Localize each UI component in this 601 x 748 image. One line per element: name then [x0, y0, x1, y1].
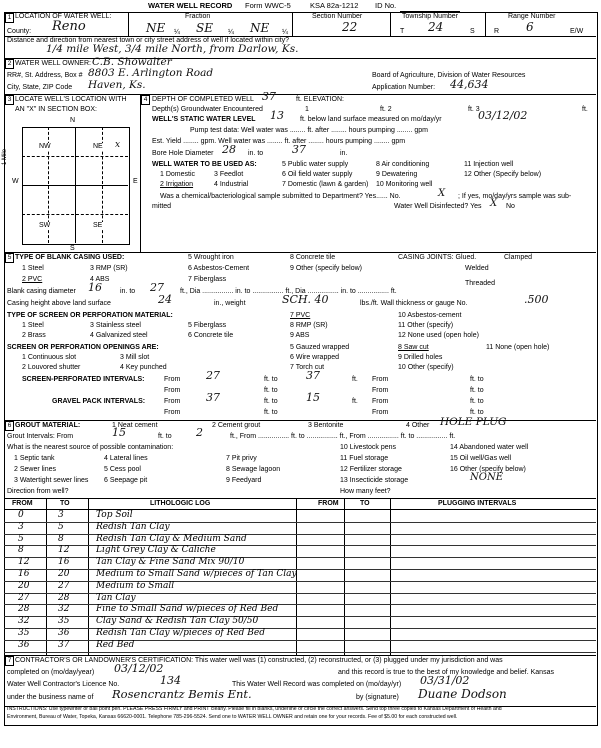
- screen-5[interactable]: 5 Fiberglass: [188, 322, 227, 329]
- clamped-label: Clamped: [504, 254, 533, 261]
- locate-subtitle: AN "X" IN SECTION BOX:: [15, 106, 97, 113]
- city-value[interactable]: Haven, Ks.: [88, 79, 146, 91]
- application-label: Application Number:: [372, 84, 436, 91]
- table-row: [0, 628, 600, 639]
- gravel-from4-label: From: [372, 409, 389, 416]
- divider: [4, 655, 596, 656]
- divider: [22, 214, 128, 215]
- township-label: Township Number: [402, 13, 459, 20]
- pump-test: Pump test data: Well water was ........ ft. after ........ hours pumping ........ gpm: [190, 127, 428, 134]
- use-4[interactable]: 4 Industrial: [214, 181, 249, 188]
- divider: [22, 156, 128, 157]
- quarter-3: ¼: [282, 29, 288, 36]
- section-number-label: Section Number: [312, 13, 363, 20]
- disinfected-label: Water Well Disinfected? Yes: [394, 203, 482, 210]
- log-to-header: TO: [60, 500, 70, 507]
- table-row: [0, 545, 600, 556]
- contam-14[interactable]: 14 Abandoned water well: [450, 444, 529, 451]
- perf-to3-label: ft. to: [264, 387, 278, 394]
- screen-9[interactable]: 9 ABS: [290, 332, 310, 339]
- township-value[interactable]: 24: [428, 20, 444, 34]
- id-number-label: ID No.: [375, 1, 397, 10]
- grout-to-value[interactable]: 2: [196, 426, 203, 439]
- opening-11[interactable]: 11 None (open hole): [486, 344, 550, 351]
- record-label: This Water Well Record was completed on (mo/day/yr): [232, 681, 402, 688]
- section-7-number: 7: [5, 656, 14, 666]
- section-6-number: 6: [5, 421, 14, 431]
- divider: [4, 420, 596, 421]
- log-from-cell[interactable]: 16: [18, 569, 30, 579]
- screen-7-selected[interactable]: 7 PVC: [290, 312, 311, 319]
- log-from-header: FROM: [12, 500, 33, 507]
- quarter-2: ¼: [228, 29, 234, 36]
- diameter-to-value[interactable]: 27: [150, 281, 164, 294]
- casing-label: TYPE OF BLANK CASING USED:: [15, 254, 125, 261]
- screen-4[interactable]: 4 Galvanized steel: [90, 332, 148, 339]
- log-description-cell[interactable]: Fine to Small Sand w/pieces of Red Bed: [96, 604, 279, 615]
- divider: [292, 12, 293, 36]
- instructions-line-2: Environment, Bureau of Water, Topeka, Kansas 66620-0001. Telephone 785-296-5524. Send one to WATER WELL OWNER and retain one for your records. Fee of $5.00 for each constructed well.: [7, 714, 458, 720]
- groundwater-label: Depth(s) Groundwater Encountered: [152, 106, 263, 113]
- form-title: WATER WELL RECORD: [148, 1, 233, 10]
- threaded-label: Threaded: [465, 280, 495, 287]
- casing-9[interactable]: 9 Other (specify below): [290, 265, 362, 272]
- log-description-cell[interactable]: Tan Clay: [96, 592, 136, 603]
- gravel-to-label: ft. to: [264, 398, 278, 405]
- perf-from-value[interactable]: 27: [206, 369, 220, 382]
- fraction-2[interactable]: SE: [196, 21, 213, 35]
- table-row: [0, 616, 600, 627]
- table-row: [0, 510, 600, 521]
- elevation-label: ft. ELEVATION:: [296, 96, 344, 103]
- diameter-label: Blank casing diameter: [7, 288, 76, 295]
- grout-label: GROUT MATERIAL:: [15, 422, 81, 429]
- perf-from4-label: From: [372, 387, 389, 394]
- contam-10[interactable]: 10 Livestock pens: [340, 444, 397, 451]
- static-date[interactable]: 03/12/02: [478, 109, 528, 122]
- log-from-cell[interactable]: 8: [18, 545, 24, 556]
- height-value[interactable]: 24: [158, 293, 172, 306]
- height-weight-label: in., weight: [214, 300, 246, 307]
- log-to-cell[interactable]: 32: [58, 604, 70, 615]
- perf-to4-label: ft. to: [470, 387, 484, 394]
- divider: [4, 498, 596, 499]
- owner-label: WATER WELL OWNER:: [15, 60, 91, 67]
- use-1[interactable]: 1 Domestic: [160, 171, 196, 178]
- static-value[interactable]: 13: [270, 109, 284, 122]
- gravel-from2-label: From: [372, 398, 389, 405]
- log-description-cell[interactable]: Medium to Small Sand w/pieces of Tan Clay: [96, 569, 297, 579]
- screen-10[interactable]: 10 Asbestos-cement: [398, 312, 462, 319]
- section-5-number: 5: [5, 253, 14, 263]
- business-value[interactable]: Rosencrantz Bemis Ent.: [112, 687, 252, 701]
- opening-8-selected[interactable]: 8 Saw cut: [398, 344, 429, 351]
- contam-11[interactable]: 11 Fuel storage: [340, 455, 389, 462]
- distance-label: Distance and direction from nearest town or city street address of well if located within city?: [7, 37, 290, 44]
- log-to-cell[interactable]: 12: [58, 545, 70, 556]
- compass-n: N: [70, 117, 76, 124]
- contam-5[interactable]: 5 Cess pool: [104, 466, 141, 473]
- static-rest: ft. below land surface measured on mo/day/yr: [300, 116, 442, 123]
- grout-1[interactable]: 1 Neat cement: [112, 422, 158, 429]
- grout-other-value[interactable]: HOLE PLUG: [440, 416, 507, 428]
- log-description-cell[interactable]: Clay Sand & Redish Tan Clay 50/50: [96, 616, 259, 627]
- chem-no-mark[interactable]: X: [438, 188, 446, 199]
- log-from-cell[interactable]: 12: [18, 557, 30, 568]
- casing-1[interactable]: 1 Steel: [22, 265, 44, 272]
- log-from-cell[interactable]: 36: [18, 639, 30, 650]
- disinfected-no: No: [506, 203, 515, 210]
- casing-5[interactable]: 5 Wrought iron: [188, 254, 234, 261]
- weight-value[interactable]: SCH. 40: [282, 293, 329, 306]
- screen-11[interactable]: 11 Other (specify): [398, 322, 454, 329]
- log-from-cell[interactable]: 35: [18, 628, 30, 638]
- grout-from-value[interactable]: 15: [112, 426, 126, 439]
- gravel-ft: ft.: [352, 398, 358, 405]
- log-to-cell[interactable]: 35: [58, 616, 70, 627]
- log-description-cell[interactable]: Red Bed: [96, 639, 135, 650]
- grout-3[interactable]: 3 Bentonite: [308, 422, 344, 429]
- gw-2-label: ft. 2: [380, 106, 392, 113]
- log-to-cell[interactable]: 28: [58, 592, 70, 603]
- township-dir: S: [470, 28, 475, 35]
- contam-9[interactable]: 9 Feedyard: [226, 477, 262, 484]
- opening-4[interactable]: 4 Key punched: [120, 364, 167, 371]
- casing-8[interactable]: 8 Concrete tile: [290, 254, 336, 261]
- diameter-rest: ft., Dia ................ in. to ................ ft., Dia ................ in. to ................ ft.: [180, 288, 397, 295]
- divider: [128, 12, 129, 36]
- perf-ft: ft.: [352, 376, 358, 383]
- bore-end: in.: [340, 150, 348, 157]
- gravel-from3-label: From: [164, 409, 181, 416]
- county-label: County:: [7, 28, 32, 35]
- section-2-number: 2: [5, 59, 14, 69]
- screen-1[interactable]: 1 Steel: [22, 322, 44, 329]
- gravel-from-value[interactable]: 37: [206, 391, 220, 404]
- contam-7[interactable]: 7 Pit privy: [226, 455, 257, 462]
- table-row: [0, 604, 600, 615]
- gravel-from-label: From: [164, 398, 181, 405]
- signature-value[interactable]: Duane Dodson: [418, 687, 507, 701]
- section-number-value[interactable]: 22: [342, 20, 358, 34]
- use-7[interactable]: 7 Domestic (lawn & garden): [282, 181, 369, 188]
- chem-rest: ; If yes, mo/day/yrs sample was sub-: [458, 193, 572, 200]
- license-label: Water Well Contractor's Licence No.: [7, 681, 120, 688]
- divider: [140, 94, 141, 252]
- joints-label: CASING JOINTS: Glued.: [398, 254, 477, 261]
- divider: [485, 12, 486, 36]
- table-row: [0, 522, 600, 533]
- township-t: T: [400, 28, 405, 35]
- perf-from-label: From: [164, 376, 181, 383]
- perf-to2-label: ft. to: [470, 376, 484, 383]
- form-number: Form WWC-5: [245, 1, 291, 10]
- use-2-selected[interactable]: 2 Irrigation: [160, 181, 194, 188]
- use-5[interactable]: 5 Public water supply: [282, 161, 349, 168]
- use-12[interactable]: 12 Other (Specify below): [464, 171, 542, 178]
- record-date-value[interactable]: 03/31/02: [420, 674, 470, 687]
- fraction-label: Fraction: [185, 13, 211, 20]
- contam-3[interactable]: 3 Watertight sewer lines: [14, 477, 89, 484]
- range-value[interactable]: 6: [526, 20, 534, 34]
- gw-1-label: 1: [305, 106, 309, 113]
- static-label: WELL'S STATIC WATER LEVEL: [152, 116, 256, 123]
- log-from-cell[interactable]: 3: [18, 521, 24, 532]
- log-from2-header: FROM: [318, 500, 339, 507]
- log-description-cell[interactable]: Tan Clay & Fine Sand Mix 90/10: [96, 557, 245, 568]
- certification-label: CONTRACTOR'S OR LANDOWNER'S CERTIFICATION: This water well was (1) constructed, (2) reconstructed, or (3) plugged under my jurisdiction and was: [15, 657, 503, 664]
- mitted-label: mitted: [152, 203, 172, 210]
- table-row: [0, 593, 600, 604]
- contam-15[interactable]: 15 Oil well/Gas well: [450, 455, 512, 462]
- screen-2[interactable]: 2 Brass: [22, 332, 46, 339]
- table-row: [0, 534, 600, 545]
- section-4-number: 4: [141, 95, 150, 105]
- gravel-to2-label: ft. to: [470, 398, 484, 405]
- range-r: R: [494, 28, 500, 35]
- use-8[interactable]: 8 Air conditioning: [376, 161, 430, 168]
- quadrant-se: SE: [93, 222, 103, 229]
- perforated-label: SCREEN-PERFORATED INTERVALS:: [22, 376, 145, 383]
- contam-1[interactable]: 1 Septic tank: [14, 455, 55, 462]
- table-row: [0, 557, 600, 568]
- diameter-value[interactable]: 16: [88, 281, 102, 294]
- direction-label: Direction from well?: [7, 488, 69, 495]
- table-row: [0, 569, 600, 580]
- divider: [4, 252, 596, 253]
- log-description-cell[interactable]: Redish Tan Clay & Medium Sand: [96, 533, 247, 544]
- gravel-to-value[interactable]: 15: [306, 391, 320, 404]
- opening-5[interactable]: 5 Gauzed wrapped: [290, 344, 350, 351]
- casing-3[interactable]: 3 RMP (SR): [90, 265, 128, 272]
- screen-label: TYPE OF SCREEN OR PERFORATION MATERIAL:: [7, 312, 173, 319]
- log-to-cell[interactable]: 16: [58, 557, 70, 568]
- location-mark[interactable]: x: [115, 140, 121, 150]
- distance-value[interactable]: 1/4 mile West, 3/4 mile North, from Darlow, Ks.: [46, 43, 299, 55]
- contam-16[interactable]: 16 Other (specify below): [450, 466, 526, 473]
- use-9[interactable]: 9 Dewatering: [376, 171, 418, 178]
- log-description-cell[interactable]: Top Soil: [96, 510, 133, 520]
- contam-12[interactable]: 12 Fertilizer storage: [340, 466, 402, 473]
- log-description-cell[interactable]: Redish Tan Clay w/pieces of Red Bed: [96, 628, 266, 638]
- quadrant-ne: NE: [93, 143, 103, 150]
- application-value[interactable]: 44,634: [450, 78, 489, 91]
- use-3[interactable]: 3 Feedlot: [214, 171, 244, 178]
- grout-rest: ft., From ................ ft. to ................ ft., From ................ ft. to ................ ft.: [230, 433, 456, 440]
- completed-value[interactable]: 03/12/02: [114, 662, 164, 675]
- opening-3[interactable]: 3 Mill slot: [120, 354, 150, 361]
- diameter-in-to: in. to: [120, 288, 136, 295]
- contam-4[interactable]: 4 Lateral lines: [104, 455, 148, 462]
- contam-2[interactable]: 2 Sewer lines: [14, 466, 57, 473]
- weight-rest: lbs./ft. Wall thickness or gauge No.: [360, 300, 468, 307]
- lithologic-header: LITHOLOGIC LOG: [150, 500, 211, 507]
- log-from-cell[interactable]: 27: [18, 592, 30, 603]
- log-to-cell[interactable]: 37: [58, 639, 70, 650]
- disinfected-mark[interactable]: X: [490, 198, 498, 209]
- welded-label: Welded: [465, 265, 489, 272]
- log-description-cell[interactable]: Light Grey Clay & Caliche: [96, 545, 216, 556]
- section-1-number: 1: [5, 13, 14, 23]
- screen-3[interactable]: 3 Stainless steel: [90, 322, 141, 329]
- plugging-header: PLUGGING INTERVALS: [438, 500, 517, 507]
- screen-12[interactable]: 12 None used (open hole): [398, 332, 479, 339]
- gravel-to4-label: ft. to: [470, 409, 484, 416]
- gauge-value[interactable]: .500: [524, 293, 549, 306]
- openings-label: SCREEN OR PERFORATION OPENINGS ARE:: [7, 344, 159, 351]
- contam-6[interactable]: 6 Seepage pit: [104, 477, 148, 484]
- ksa-reference: KSA 82a-1212: [310, 1, 359, 10]
- log-to-cell[interactable]: 3: [58, 510, 64, 520]
- quadrant-nw: NW: [39, 143, 51, 150]
- casing-4[interactable]: 4 ABS: [90, 276, 110, 283]
- gravel-label: GRAVEL PACK INTERVALS:: [52, 398, 146, 405]
- address-value[interactable]: 8803 E. Arlington Road: [88, 67, 214, 79]
- perf-to-label: ft. to: [264, 376, 278, 383]
- address-label: RR#, St. Address, Box #: [7, 72, 83, 79]
- quarter-1: ¼: [174, 29, 180, 36]
- completed-rest: and this record is true to the best of my knowledge and belief. Kansas: [338, 669, 554, 676]
- grout-4[interactable]: 4 Other: [406, 422, 430, 429]
- instructions-line-1: INSTRUCTIONS: Use typewriter or ball point pen. PLEASE PRESS FIRMLY and PRINT clearly. Please fill in blanks, underline or circle the correct answers. Send top three copies to Kansas Department of Health and: [7, 706, 502, 712]
- log-description-cell[interactable]: Redish Tan Clay: [96, 521, 170, 532]
- bore-to-value[interactable]: 37: [292, 143, 306, 156]
- table-row: [0, 581, 600, 592]
- depth-value[interactable]: 37: [262, 90, 276, 103]
- est-yield: Est. Yield ........ gpm. Well water was ........ ft. after ........ hours pumping ........ gpm: [152, 138, 406, 145]
- use-6[interactable]: 6 Oil field water supply: [282, 171, 353, 178]
- contam-13[interactable]: 13 Insecticide storage: [340, 477, 409, 484]
- log-from-cell[interactable]: 28: [18, 604, 30, 615]
- perf-from3-label: From: [164, 387, 181, 394]
- license-value[interactable]: 134: [160, 674, 181, 687]
- locate-title: LOCATE WELL'S LOCATION WITH: [15, 96, 127, 103]
- business-label: under the business name of: [7, 694, 94, 701]
- divider: [4, 94, 596, 95]
- chem-label: Was a chemical/bacteriological sample submitted to Department? Yes...... No.: [160, 193, 401, 200]
- howmany-label: How many feet?: [340, 488, 391, 495]
- log-to-cell[interactable]: 20: [58, 569, 70, 579]
- fraction-1[interactable]: NE: [146, 21, 166, 35]
- completed-label: completed on (mo/day/year): [7, 669, 95, 676]
- owner-value[interactable]: C.B. Showalter: [92, 56, 172, 68]
- log-from-cell[interactable]: 20: [18, 580, 30, 591]
- casing-2-selected[interactable]: 2 PVC: [22, 276, 43, 283]
- range-dir: E/W: [570, 28, 584, 35]
- gw-3-label: ft. 3: [468, 106, 480, 113]
- gravel-to3-label: ft. to: [264, 409, 278, 416]
- compass-e: E: [133, 178, 138, 185]
- bore-label: Bore Hole Diameter: [152, 150, 214, 157]
- log-to-cell[interactable]: 5: [58, 521, 64, 532]
- log-to2-header: TO: [360, 500, 370, 507]
- grout-2[interactable]: 2 Cement grout: [212, 422, 261, 429]
- compass-w: W: [12, 178, 19, 185]
- use-10[interactable]: 10 Monitoring well: [376, 181, 433, 188]
- location-label: LOCATION OF WATER WELL:: [15, 13, 112, 20]
- screen-8[interactable]: 8 RMP (SR): [290, 322, 328, 329]
- bore-value[interactable]: 28: [222, 143, 236, 156]
- county-value[interactable]: Reno: [52, 19, 86, 34]
- table-row: [0, 640, 600, 651]
- section-3-number: 3: [5, 95, 14, 105]
- opening-10[interactable]: 10 Other (specify): [398, 364, 454, 371]
- board-label: Board of Agriculture, Division of Water Resources: [372, 72, 526, 79]
- use-11[interactable]: 11 Injection well: [464, 161, 514, 168]
- compass-s: S: [70, 245, 75, 252]
- opening-6[interactable]: 6 Wire wrapped: [290, 354, 340, 361]
- contamination-label: What is the nearest source of possible contamination:: [7, 444, 174, 451]
- casing-7[interactable]: 7 Fiberglass: [188, 276, 227, 283]
- log-from-cell[interactable]: 5: [18, 533, 24, 544]
- perf-from2-label: From: [372, 376, 389, 383]
- perf-to-value[interactable]: 37: [306, 369, 320, 382]
- mile-label: 1 Mile: [2, 148, 8, 165]
- divider: [22, 185, 128, 186]
- casing-6[interactable]: 6 Asbestos-Cement: [188, 265, 250, 272]
- fraction-3[interactable]: NE: [250, 21, 270, 35]
- opening-9[interactable]: 9 Drilled holes: [398, 354, 443, 361]
- signature-label: by (signature): [356, 694, 399, 701]
- grout-to-label: ft. to: [158, 433, 172, 440]
- city-label: City, State, ZIP Code: [7, 84, 73, 91]
- divider: [390, 12, 391, 36]
- log-description-cell[interactable]: Medium to Small: [96, 580, 175, 591]
- log-to-cell[interactable]: 27: [58, 580, 70, 591]
- contam-8[interactable]: 8 Sewage lagoon: [226, 466, 281, 473]
- log-from-cell[interactable]: 32: [18, 616, 30, 627]
- log-from-cell[interactable]: 0: [18, 510, 24, 520]
- row-line: [4, 652, 596, 653]
- opening-2[interactable]: 2 Louvored shutter: [22, 364, 81, 371]
- screen-6[interactable]: 6 Concrete tile: [188, 332, 234, 339]
- opening-1[interactable]: 1 Continuous slot: [22, 354, 77, 361]
- depth-label: DEPTH OF COMPLETED WELL: [152, 96, 254, 103]
- bore-in-to: in. to: [248, 150, 264, 157]
- log-to-cell[interactable]: 36: [58, 628, 70, 638]
- gw-end: ft.: [582, 106, 588, 113]
- grout-intervals-label: Grout Intervals: From: [7, 433, 74, 440]
- height-label: Casing height above land surface: [7, 300, 111, 307]
- use-label: WELL WATER TO BE USED AS:: [152, 161, 257, 168]
- quadrant-sw: SW: [39, 222, 51, 229]
- log-to-cell[interactable]: 8: [58, 533, 64, 544]
- opening-7[interactable]: 7 Torch cut: [290, 364, 325, 371]
- contam-none-value[interactable]: NONE: [470, 472, 503, 483]
- range-label: Range Number: [508, 13, 556, 20]
